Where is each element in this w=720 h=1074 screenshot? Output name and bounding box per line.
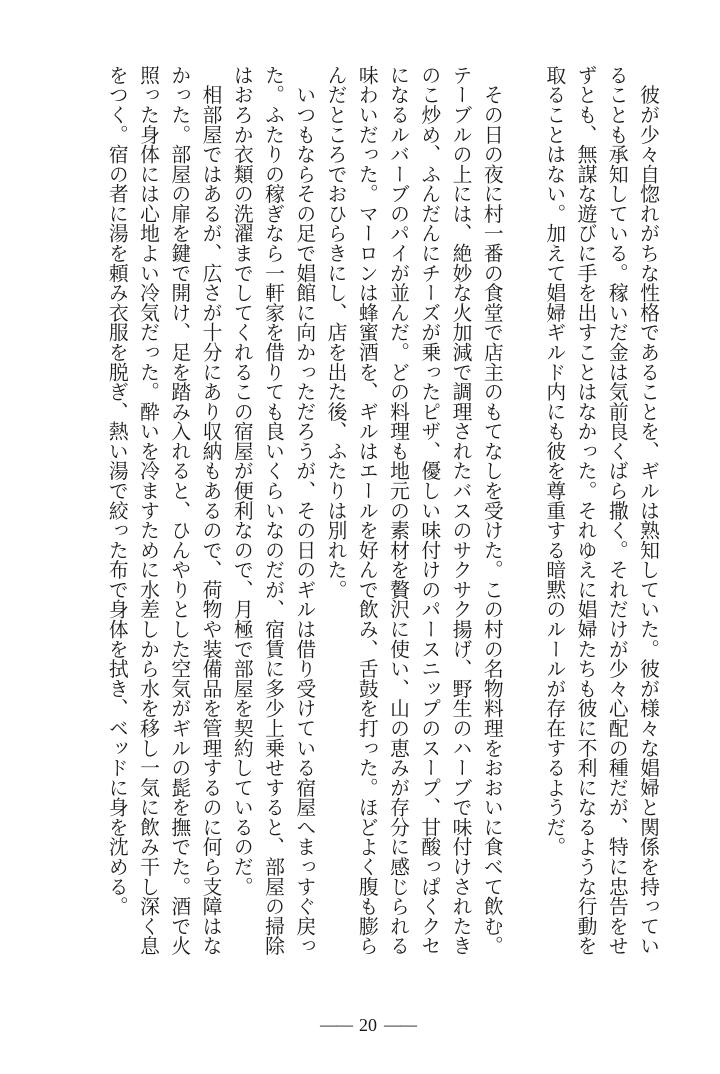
text-line: た。ふたりの稼ぎなら一軒家を借りても良いくらいなのだが、宿賃に多少上乗せすると、部屋の掃除 [261,65,285,956]
text-line: になるルバーブのパイが並んだ。どの料理も地元の素材を贅沢に使い、山の恵みが存分に感じられる [386,65,410,956]
paragraph-1 [539,65,664,957]
right-rule-decoration: —— [384,1015,416,1034]
text-line: 彼が少々自惚れがちな性格であることを、ギルは熟知していた。彼が様々な娼婦と関係を持ってい [636,65,660,956]
text-line: ることも承知している。稼いだ金は気前良くばら撒く。それだけが少々心配の種だが、特に忠告をせ [605,65,629,956]
text-line: 相部屋ではあるが、広さが十分にあり収納もあるので、荷物や装備品を管理するのに何ら支障はな [199,65,222,956]
vertical-text-body [101,65,664,957]
text-line: はおろか衣類の洗濯までしてくれるこの宿屋が便利なので、月極で部屋を契約しているのだ。 [230,65,254,897]
page-number: 20 [359,1015,377,1035]
paragraph-2 [320,65,508,957]
text-line: んだところでおひらきにし、店を出た後、ふたりは別れた。 [324,65,347,600]
text-line: 味わいだった。マーロンは蜂蜜酒を、ギルはエールを好んで飲み、舌鼓を打った。ほどよく腹も膨ら [355,65,379,956]
text-line: いつもならその足で娼館に向かっただろうが、その日のギルは借り受けている宿屋へまっすぐ戻っ [292,65,316,956]
scene-break-blank-line [507,65,538,957]
text-line: テーブルの上には、絶妙な火加減で調理されたバスのサクサク揚げ、野生のハーブで味付けされたき [449,65,472,956]
text-line: その日の夜に村一番の食堂で店主のもてなしを受けた。この村の名物料理をおおいに食べて飲む。 [480,65,504,956]
text-line: ずとも、無謀な遊びに手を出すことはなかった。それゆえに娼婦たちも彼に不利になるような行動を [574,65,597,956]
text-line: のこ炒め、ふんだんにチーズが乗ったピザ、優しい味付けのパースニップのスープ、甘酸っぱくクセ [417,65,441,956]
paragraph-4 [101,65,226,957]
text-line: かった。部屋の扉を鍵で開け、足を踏み入れると、ひんやりとした空気がギルの髭を撫でた。酒で火 [167,65,191,956]
text-line: をつく。宿の者に湯を頼み衣服を脱ぎ、熱い湯で絞った布で身体を拭き、ベッドに身を沈める。 [105,65,129,916]
paragraph-3 [226,65,320,957]
page-footer [268,1013,468,1037]
text-line: 取ることはない。加えて娼婦ギルド内にも彼を尊重する暗黙のルールが存在するようだ。 [542,65,566,857]
left-rule-decoration: —— [320,1015,352,1034]
text-line: 照った身体には心地よい冷気だった。酔いを冷ますために水差しから水を移し一気に飲み干し深く息 [136,65,160,956]
